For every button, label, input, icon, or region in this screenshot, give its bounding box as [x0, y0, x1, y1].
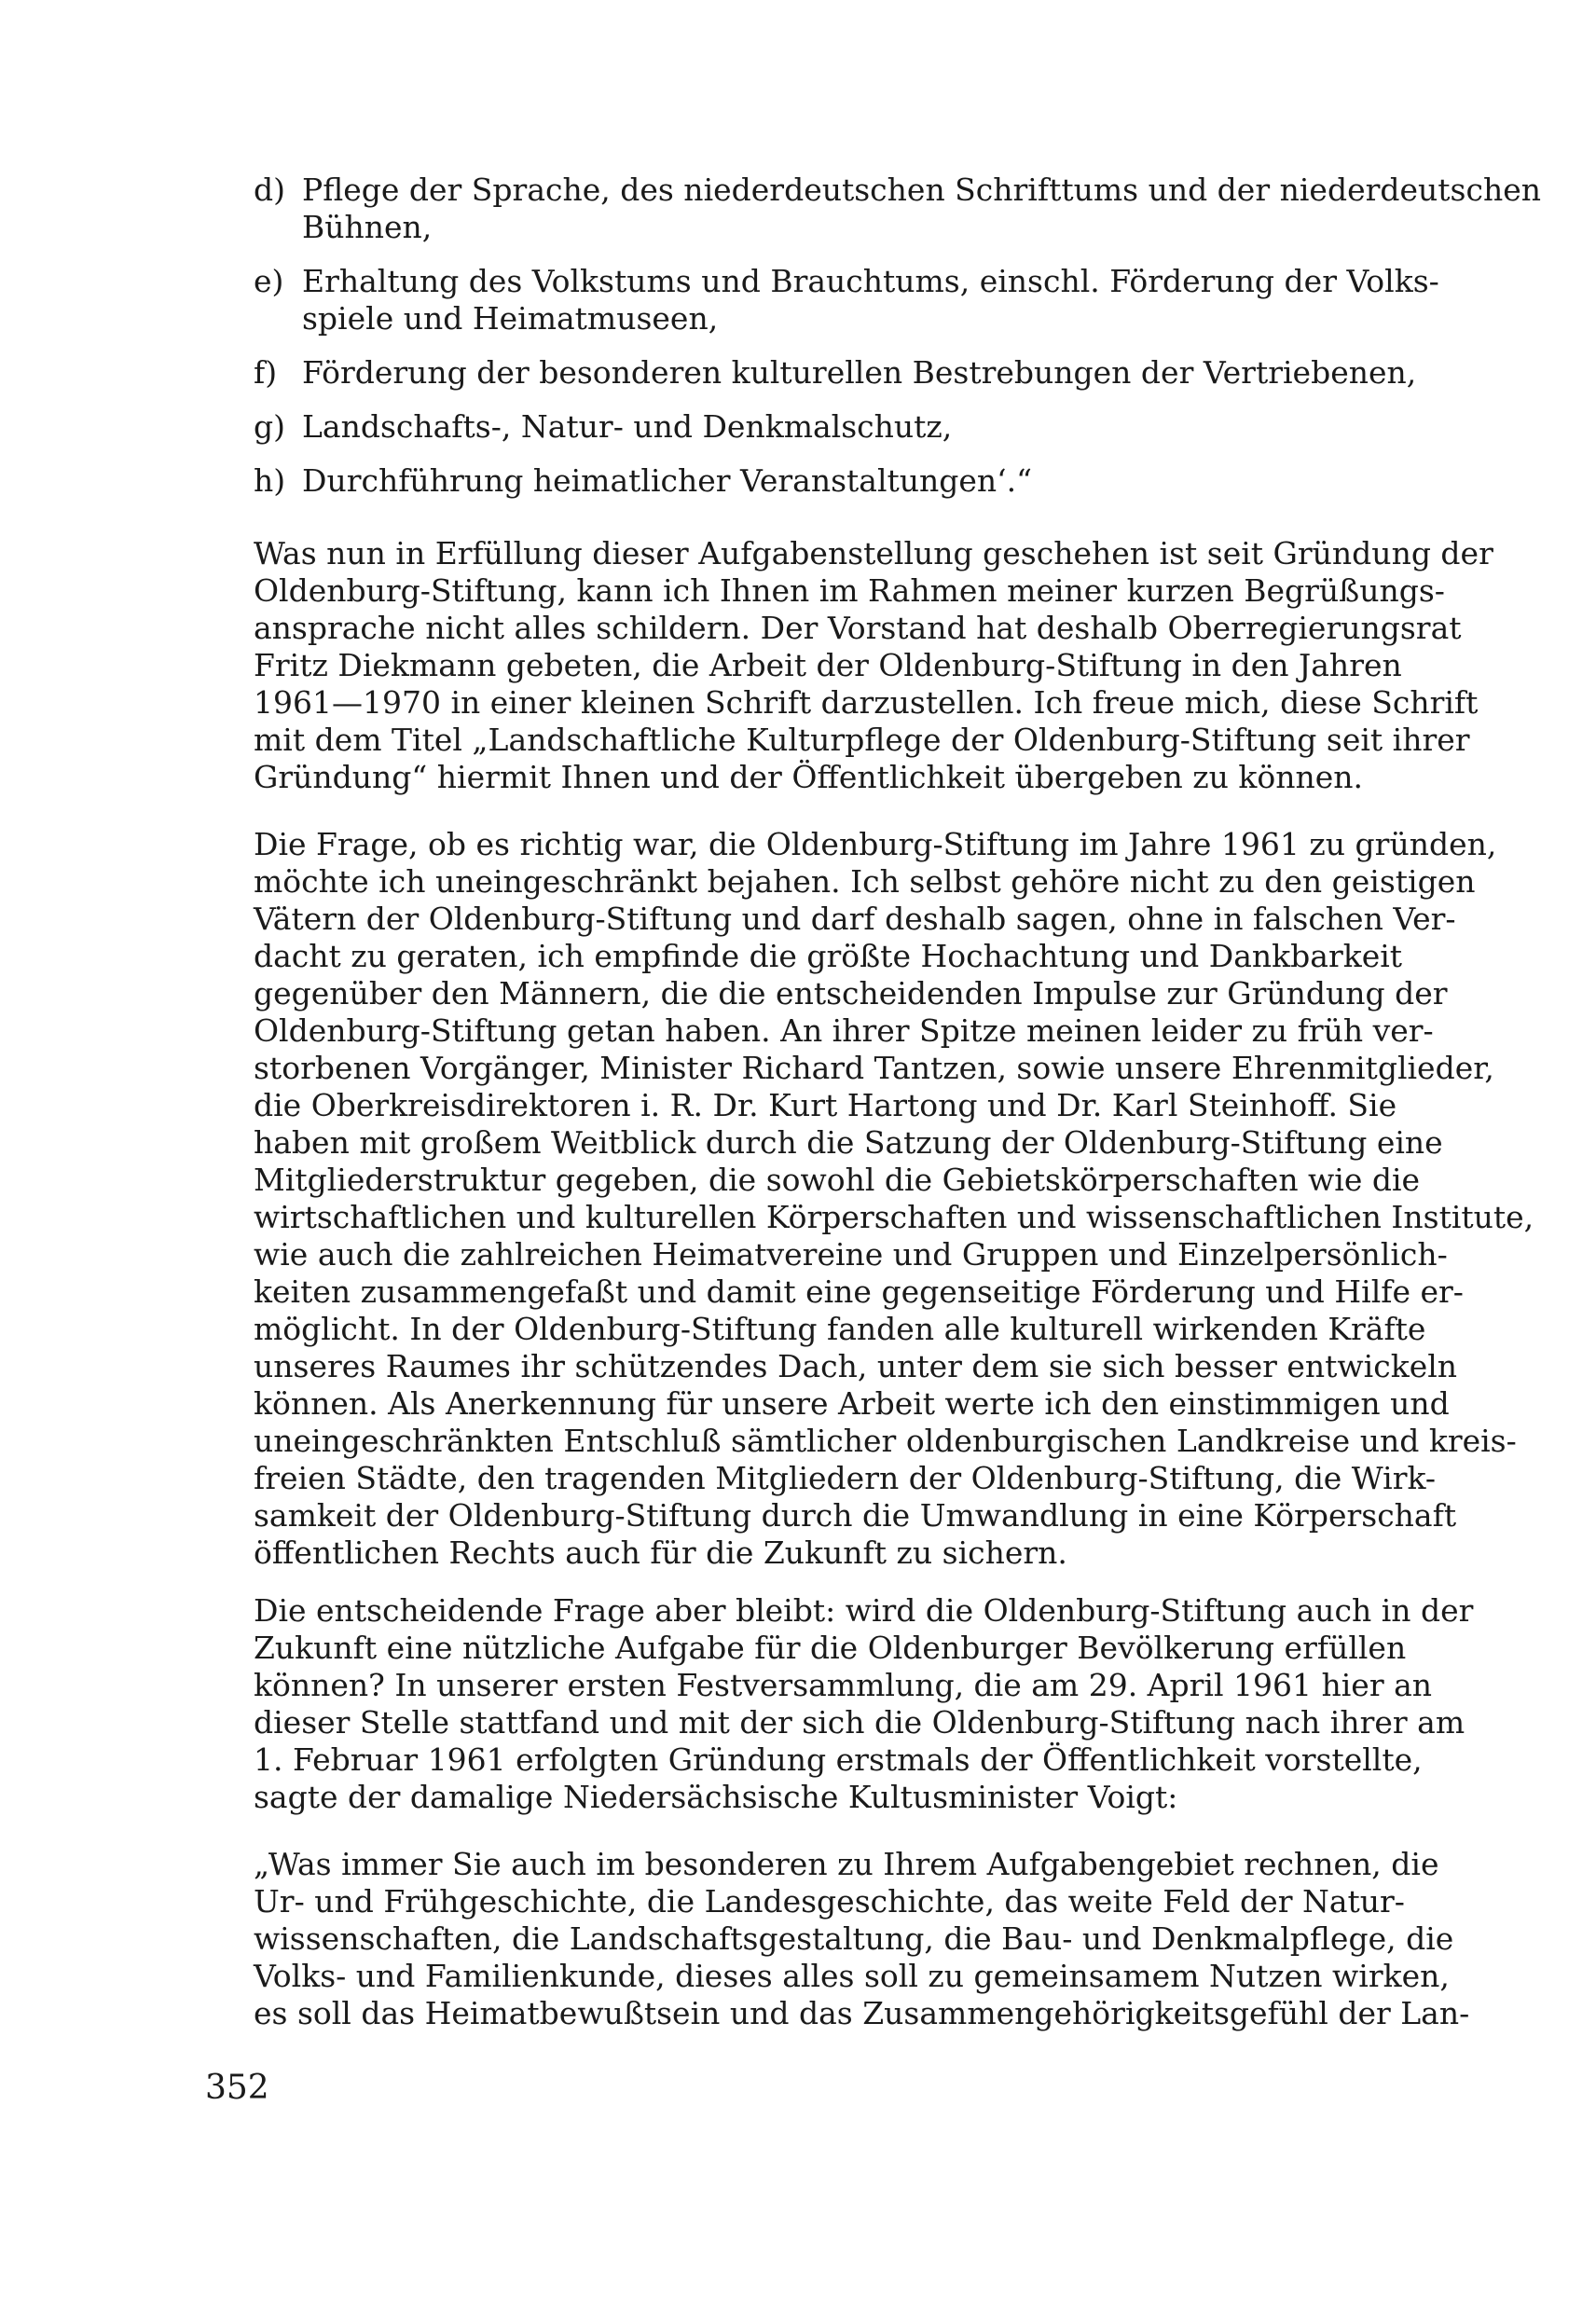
text-line: die Oberkreisdirektoren i. R. Dr. Kurt Hartong und Dr. Karl Steinhoff. Sie	[254, 1087, 1397, 1123]
list-item-e	[254, 263, 1439, 337]
list-item-h	[254, 462, 1383, 500]
text-line: uneingeschränkten Entschluß sämtlicher oldenburgischen Landkreise und kreis-	[254, 1423, 1517, 1459]
list-marker: f)	[254, 354, 278, 391]
text-line: Oldenburg-Stiftung getan haben. An ihrer Spitze meinen leider zu früh ver-	[254, 1012, 1434, 1049]
text-line: können. Als Anerkennung für unsere Arbeit werte ich den einstimmigen und	[254, 1385, 1450, 1422]
text-line: unseres Raumes ihr schützendes Dach, unter dem sie sich besser entwickeln	[254, 1348, 1458, 1384]
text-line: wirtschaftlichen und kulturellen Körperschaften und wissenschaftlichen Institute,	[254, 1199, 1534, 1235]
paragraph-1	[254, 535, 1493, 796]
text-line: Was nun in Erfüllung dieser Aufgabenstellung geschehen ist seit Gründung der	[254, 535, 1493, 571]
list-item-text	[302, 354, 1416, 392]
text-line: Bühnen,	[302, 209, 433, 245]
text-line: Erhaltung des Volkstums und Brauchtums, einschl. Förderung der Volks-	[302, 263, 1439, 299]
text-line: spiele und Heimatmuseen,	[302, 300, 719, 337]
text-line: Oldenburg-Stiftung, kann ich Ihnen im Rahmen meiner kurzen Begrüßungs-	[254, 572, 1445, 609]
text-line: Ur- und Frühgeschichte, die Landesgeschichte, das weite Feld der Natur-	[254, 1883, 1405, 1920]
text-line: Förderung der besonderen kulturellen Bestrebungen der Vertriebenen,	[302, 354, 1417, 391]
text-line: Gründung“ hiermit Ihnen und der Öffentlichkeit übergeben zu können.	[254, 759, 1364, 795]
list-item-f	[254, 354, 1417, 392]
list-item-text	[302, 408, 1383, 446]
text-line: mit dem Titel „Landschaftliche Kulturpflege der Oldenburg-Stiftung seit ihrer	[254, 722, 1470, 758]
text-line: öffentlichen Rechts auch für die Zukunft zu sichern.	[254, 1534, 1067, 1571]
text-line: möchte ich uneingeschränkt bejahen. Ich selbst gehöre nicht zu den geistigen	[254, 863, 1476, 900]
text-line: 1. Februar 1961 erfolgten Gründung erstmals der Öffentlichkeit vorstellte,	[254, 1741, 1423, 1778]
list-item-text	[302, 172, 1541, 246]
list-marker: g)	[254, 408, 285, 445]
paragraph-4-quote	[254, 1846, 1470, 2032]
text-line: Durchführung heimatlicher Veranstaltungen‘.“	[302, 462, 1033, 499]
list-item-d	[254, 172, 1541, 246]
text-line: möglicht. In der Oldenburg-Stiftung fanden alle kulturell wirkenden Kräfte	[254, 1311, 1426, 1347]
text-line: 1961—1970 in einer kleinen Schrift darzustellen. Ich freue mich, diese Schrift	[254, 684, 1479, 721]
text-line: dieser Stelle stattfand und mit der sich die Oldenburg-Stiftung nach ihrer am	[254, 1704, 1465, 1741]
text-line: keiten zusammengefaßt und damit eine gegenseitige Förderung und Hilfe er-	[254, 1273, 1464, 1310]
text-line: Vätern der Oldenburg-Stiftung und darf deshalb sagen, ohne in falschen Ver-	[254, 901, 1456, 937]
text-line: dacht zu geraten, ich empfinde die größte Hochachtung und Dankbarkeit	[254, 938, 1403, 974]
list-item-g	[254, 408, 1383, 446]
text-line: Zukunft eine nützliche Aufgabe für die Oldenburger Bevölkerung erfüllen	[254, 1630, 1407, 1666]
list-marker: e)	[254, 263, 284, 299]
text-line: Die Frage, ob es richtig war, die Oldenburg-Stiftung im Jahre 1961 zu gründen,	[254, 826, 1497, 862]
text-line: „Was immer Sie auch im besonderen zu Ihrem Aufgabengebiet rechnen, die	[254, 1846, 1439, 1882]
list-item-text	[302, 462, 1383, 500]
text-line: ansprache nicht alles schildern. Der Vorstand hat deshalb Oberregierungsrat	[254, 610, 1462, 646]
text-line: Landschafts-, Natur- und Denkmalschutz,	[302, 408, 953, 445]
text-line: Die entscheidende Frage aber bleibt: wird die Oldenburg-Stiftung auch in der	[254, 1592, 1474, 1629]
text-line: Volks- und Familienkunde, dieses alles soll zu gemeinsamem Nutzen wirken,	[254, 1958, 1450, 1994]
text-line: Pflege der Sprache, des niederdeutschen Schrifttums und der niederdeutschen	[302, 172, 1541, 208]
text-line: wie auch die zahlreichen Heimatvereine und Gruppen und Einzelpersönlich-	[254, 1236, 1448, 1273]
text-line: haben mit großem Weitblick durch die Satzung der Oldenburg-Stiftung eine	[254, 1124, 1443, 1161]
paragraph-2	[254, 826, 1534, 1572]
text-line: wissenschaften, die Landschaftsgestaltung, die Bau- und Denkmalpflege, die	[254, 1920, 1454, 1957]
list-item-text	[302, 263, 1439, 337]
text-line: storbenen Vorgänger, Minister Richard Tantzen, sowie unsere Ehrenmitglieder,	[254, 1050, 1494, 1086]
text-line: können? In unserer ersten Festversammlung, die am 29. April 1961 hier an	[254, 1667, 1433, 1703]
list-marker: d)	[254, 172, 285, 208]
text-line: freien Städte, den tragenden Mitgliedern der Oldenburg-Stiftung, die Wirk-	[254, 1460, 1437, 1496]
text-line: Fritz Diekmann gebeten, die Arbeit der Oldenburg-Stiftung in den Jahren	[254, 647, 1402, 683]
page-number: 352	[205, 2069, 269, 2107]
list-marker: h)	[254, 462, 286, 499]
paragraph-3	[254, 1592, 1474, 1816]
text-line: sagte der damalige Niedersächsische Kultusminister Voigt:	[254, 1779, 1178, 1815]
text-line: gegenüber den Männern, die die entscheidenden Impulse zur Gründung der	[254, 975, 1448, 1012]
enumerated-list	[254, 172, 1541, 516]
text-line: es soll das Heimatbewußtsein und das Zusammengehörigkeitsgefühl der Lan-	[254, 1995, 1470, 2031]
text-line: samkeit der Oldenburg-Stiftung durch die Umwandlung in eine Körperschaft	[254, 1497, 1457, 1534]
text-line: Mitgliederstruktur gegeben, die sowohl die Gebietskörperschaften wie die	[254, 1162, 1421, 1198]
